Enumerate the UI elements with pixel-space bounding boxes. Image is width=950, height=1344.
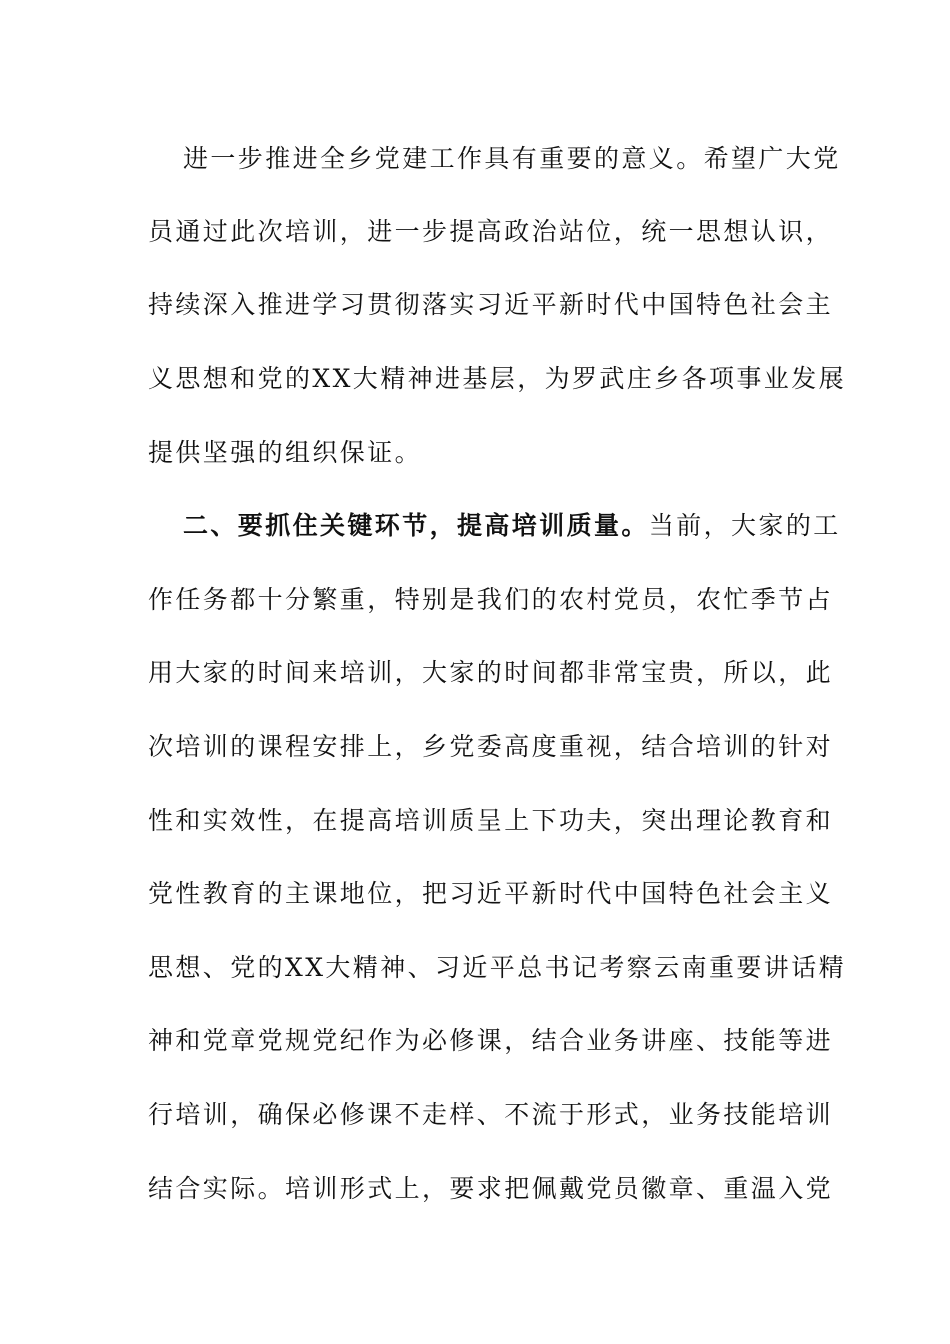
paragraph-line: 进一步推进全乡党建工作具有重要的意义。希望广大党 [183,144,841,173]
section-heading: 二、要抓住关键环节，提高培训质量。 [183,511,649,540]
paragraph-line: 义思想和党的XX大精神进基层，为罗武庄乡各项事业发展 [148,364,846,393]
paragraph-line: 持续深入推进学习贯彻落实习近平新时代中国特色社会主 [148,290,834,319]
paragraph-line: 党性教育的主课地位，把习近平新时代中国特色社会主义 [148,879,834,908]
paragraph-text: 当前，大家的工 [648,511,841,540]
paragraph-first-line [183,506,841,546]
paragraph-line: 作任务都十分繁重，特别是我们的农村党员，农忙季节占 [148,585,834,614]
paragraph-line: 提供坚强的组织保证。 [148,438,423,467]
paragraph-line: 次培训的课程安排上，乡党委高度重视，结合培训的针对 [148,732,834,761]
paragraph-line: 员通过此次培训，进一步提高政治站位，统一思想认识， [148,217,834,246]
paragraph-line: 思想、党的XX大精神、习近平总书记考察云南重要讲话精 [148,953,846,982]
paragraph-line: 神和党章党规党纪作为必修课，结合业务讲座、技能等进 [148,1026,834,1055]
paragraph-line: 用大家的时间来培训，大家的时间都非常宝贵，所以，此 [148,658,834,687]
paragraph-line: 结合实际。培训形式上，要求把佩戴党员徽章、重温入党 [148,1174,834,1203]
paragraph-line: 行培训，确保必修课不走样、不流于形式，业务技能培训 [148,1100,834,1129]
paragraph-line: 性和实效性，在提高培训质呈上下功夫，突出理论教育和 [148,806,834,835]
